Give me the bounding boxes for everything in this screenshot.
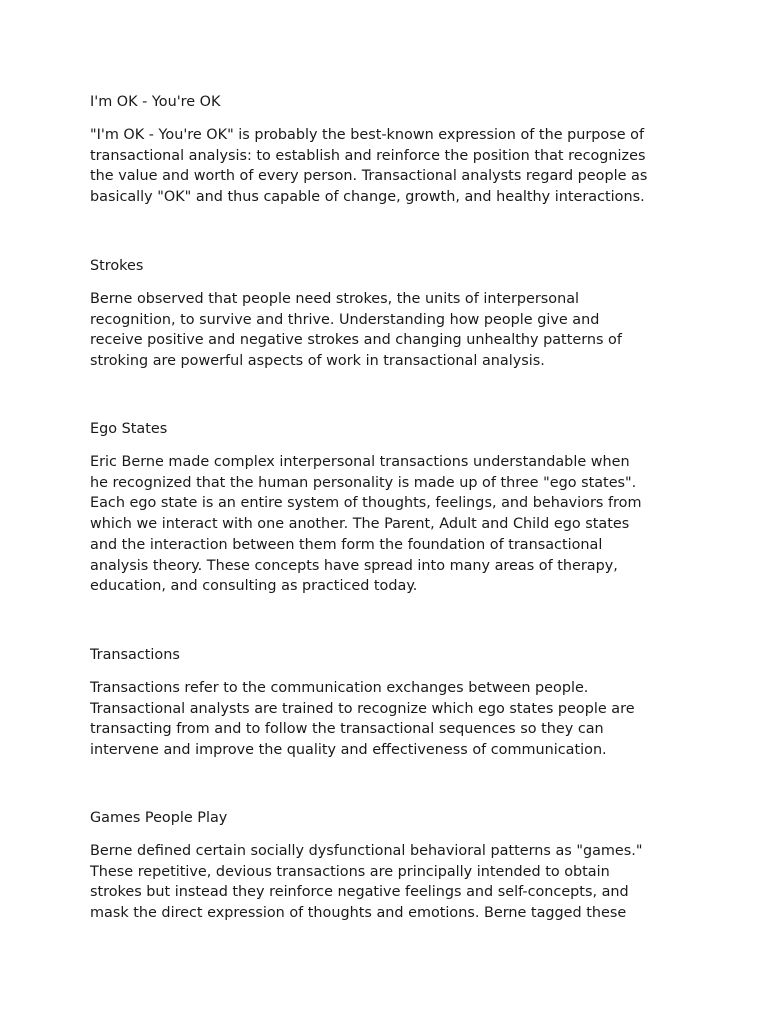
section-ego-states — [90, 419, 680, 595]
paragraph-line: Berne observed that people need strokes, the units of interpersonal — [90, 291, 580, 307]
section-heading: Ego States — [90, 421, 168, 437]
section-paragraph — [90, 678, 635, 761]
paragraph-line: Eric Berne made complex interpersonal transactions understandable when — [90, 454, 630, 470]
section-games-people-play — [90, 808, 680, 922]
paragraph-line: basically "OK" and thus capable of change, growth, and healthy interactions. — [90, 189, 645, 206]
section-heading: Transactions — [90, 647, 180, 663]
paragraph-line: transacting from and to follow the transactional sequences so they can — [90, 721, 604, 738]
paragraph-line: and the interaction between them form the foundation of transactional — [90, 536, 603, 553]
section-im-ok-youre-ok — [90, 92, 680, 206]
paragraph-line: stroking are powerful aspects of work in transactional analysis. — [90, 353, 545, 370]
paragraph-line: mask the direct expression of thoughts and emotions. Berne tagged these — [90, 905, 627, 922]
section-paragraph — [90, 452, 641, 597]
paragraph-line: he recognized that the human personality is made up of three "ego states". — [90, 474, 637, 491]
paragraph-line: analysis theory. These concepts have spread into many areas of therapy, — [90, 557, 618, 574]
paragraph-line: "I'm OK - You're OK" is probably the best-known expression of the purpose of — [90, 127, 645, 143]
section-paragraph — [90, 125, 647, 208]
paragraph-line: recognition, to survive and thrive. Understanding how people give and — [90, 311, 600, 328]
paragraph-line: strokes but instead they reinforce negative feelings and self-concepts, and — [90, 884, 629, 901]
paragraph-line: These repetitive, devious transactions are principally intended to obtain — [90, 863, 610, 880]
paragraph-line: the value and worth of every person. Transactional analysts regard people as — [90, 168, 648, 185]
section-heading: Games People Play — [90, 810, 228, 826]
section-transactions — [90, 645, 680, 759]
paragraph-line: intervene and improve the quality and effectiveness of communication. — [90, 742, 607, 759]
paragraph-line: which we interact with one another. The Parent, Adult and Child ego states — [90, 516, 630, 533]
section-strokes — [90, 256, 680, 370]
paragraph-line: Each ego state is an entire system of thoughts, feelings, and behaviors from — [90, 495, 642, 512]
paragraph-line: Transactional analysts are trained to recognize which ego states people are — [90, 700, 635, 717]
paragraph-line: transactional analysis: to establish and reinforce the position that recognizes — [90, 147, 646, 164]
paragraph-line: receive positive and negative strokes and changing unhealthy patterns of — [90, 332, 622, 349]
section-paragraph — [90, 841, 642, 924]
section-heading: I'm OK - You're OK — [90, 94, 221, 110]
section-heading: Strokes — [90, 258, 144, 274]
paragraph-line: Transactions refer to the communication exchanges between people. — [90, 680, 589, 696]
section-paragraph — [90, 289, 622, 372]
paragraph-line: Berne defined certain socially dysfunctional behavioral patterns as "games." — [90, 843, 643, 859]
paragraph-line: education, and consulting as practiced today. — [90, 578, 418, 595]
